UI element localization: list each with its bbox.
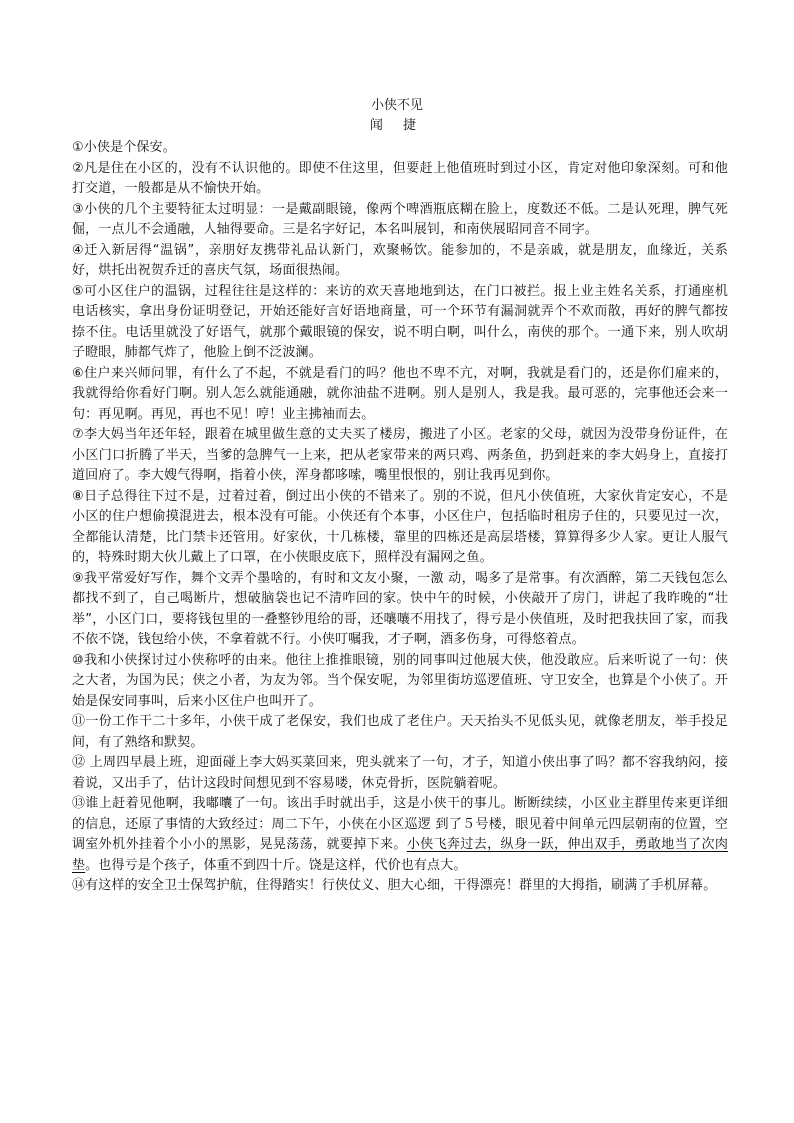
paragraph-13 (72, 794, 728, 876)
paragraph-7: ⑦李大妈当年还年轻，跟着在城里做生意的丈夫买了楼房，搬进了小区。老家的父母，就因为没带身份证件，在小区门口折腾了半天，当爹的急脾气一上来，把从老家带来的两只鸡、两条鱼，扔到赶来的李大妈身上，直接打道回府了。李大嫂气得啊，指着小侠，浑身都哆嗦，嘴里恨恨的，别让我再见到你。 (72, 427, 728, 483)
paragraph-2: ②凡是住在小区的，没有不认识他的。即使不住这里，但要赶上他值班时到过小区，肯定对他印象深刻。可和他打交道，一般都是从不愉快开始。 (72, 160, 728, 196)
paragraph-6: ⑥住户来兴师问罪，有什么了不起，不就是看门的吗？他也不卑不亢，对啊，我就是看门的，还是你们雇来的，我就得给你看好门啊。别人怎么就能通融，就你油盐不进啊。别人是别人，我是我。最可恶的，完事他还会来一句：再见啊。再见，再也不见！哼！业主拂袖而去。 (72, 365, 728, 422)
paragraph-13-text-a: ⑬谁上赶着见他啊，我嘟囔了一句。该出手时就出手，这是小侠干的事儿。断断续续，小区业主群里传来更详细的信息，还原了事情的大致经过：周二下午，小侠在小区巡逻 到了５号楼，眼见着中间单元四层朝南的位置，空调室外机外挂着个小小的黑影，晃晃荡荡，就要掉下来。 (72, 796, 728, 852)
article-body (72, 138, 728, 897)
paragraph-12: ⑫ 上周四早晨上班，迎面碰上李大妈买菜回来，兜头就来了一句，才子，知道小侠出事了吗？都不容我纳闷，接着说，又出手了，估计这段时间想见到不容易喽，休克骨折，医院躺着呢。 (72, 755, 728, 791)
paragraph-14: ⑭有这样的安全卫士保驾护航，住得踏实！行侠仗义、胆大心细，干得漂亮！群里的大拇指，刷满了手机屏幕。 (72, 878, 717, 893)
paragraph-1: ①小侠是个保安。 (72, 140, 176, 155)
paragraph-3: ③小侠的几个主要特征太过明显：一是戴副眼镜，像两个啤酒瓶底糊在脸上，度数还不低。二是认死理，脾气死倔，一点儿不会通融，人轴得要命。三是名字好记，本名叫展钊，和南侠展昭同音不同字。 (72, 201, 728, 237)
paragraph-11: ⑪一份工作干二十多年，小侠干成了老保安，我们也成了老住户。天天抬头不见低头见，就像老朋友，举手投足间，有了熟络和默契。 (72, 714, 728, 750)
article-author: 闻 捷 (369, 118, 425, 133)
paragraph-4: ④迁入新居得“温锅”，亲朋好友携带礼品认新门，欢聚畅饮。能参加的，不是亲戚，就是朋友，血缘近，关系好，烘托出祝贺乔迁的喜庆气氛，场面很热闹。 (72, 242, 728, 278)
paragraph-10: ⑩我和小侠探讨过小侠称呼的由来。他往上推推眼镜，别的同事叫过他展大侠，他没敢应。后来听说了一句：侠之大者，为国为民；侠之小者，为友为邻。当个保安呢，为邻里街坊巡逻值班、守卫安全，也算是个小侠了。开始是保安同事叫，后来小区住户也叫开了。 (72, 652, 728, 709)
underlined-sentence: 小侠飞奔过去，纵身一跃，伸出双手，勇敢地当了次肉垫 (72, 837, 728, 873)
paragraph-5: ⑤可小区住户的温锅，过程往往是这样的：来访的欢天喜地地到达，在门口被拦。报上业主姓名关系，打通座机电话核实，拿出身份证明登记，开始还能好言好语地商量，可一个环节有漏洞就弄个不欢而散，再好的脾气都按捺不住。电话里就没了好语气，就那个戴眼镜的保安，说不明白啊，叫什么，南侠的那个。一通下来，别人吹胡子瞪眼，肺都气炸了，他脸上倒不泛波澜。 (72, 283, 728, 360)
paragraph-13-text-b: 。也得亏是个孩子，体重不到四十斤。饶是这样，代价也有点大。 (85, 857, 467, 873)
paragraph-9: ⑨我平常爱好写作，舞个文弄个墨啥的，有时和文友小聚，一激 动，喝多了是常事。有次酒醉，第二天钱包怎么都找不到了，自己喝断片，想破脑袋也记不清咋回的家。快中午的时候，小侠敲开了房门，讲起了我昨晚的“壮举”，小区门口，要将钱包里的一叠整钞甩给的哥，还嚷嚷不用找了，得亏是小侠值班，及时把我扶回了家，而我不依不饶，钱包给小侠，不拿着就不行。小侠叮嘱我，才子啊，酒多伤身，可得悠着点。 (72, 570, 728, 647)
article-title: 小侠不见 (370, 98, 423, 113)
paragraph-8: ⑧日子总得往下过不是，过着过着，倒过出小侠的不错来了。别的不说，但凡小侠值班，大家伙肯定安心，不是小区的住户想偷摸混进去，根本没有可能。小侠还有个本事，小区住户，包括临时租房子住的，只要见过一次，全都能认清楚，比门禁卡还管用。好家伙，十几栋楼，靠里的四栋还是高层塔楼，算算得多少人家。更让人服气的，特殊时期大伙儿戴上了口罩，在小侠眼皮底下，照样没有漏网之鱼。 (72, 488, 728, 565)
